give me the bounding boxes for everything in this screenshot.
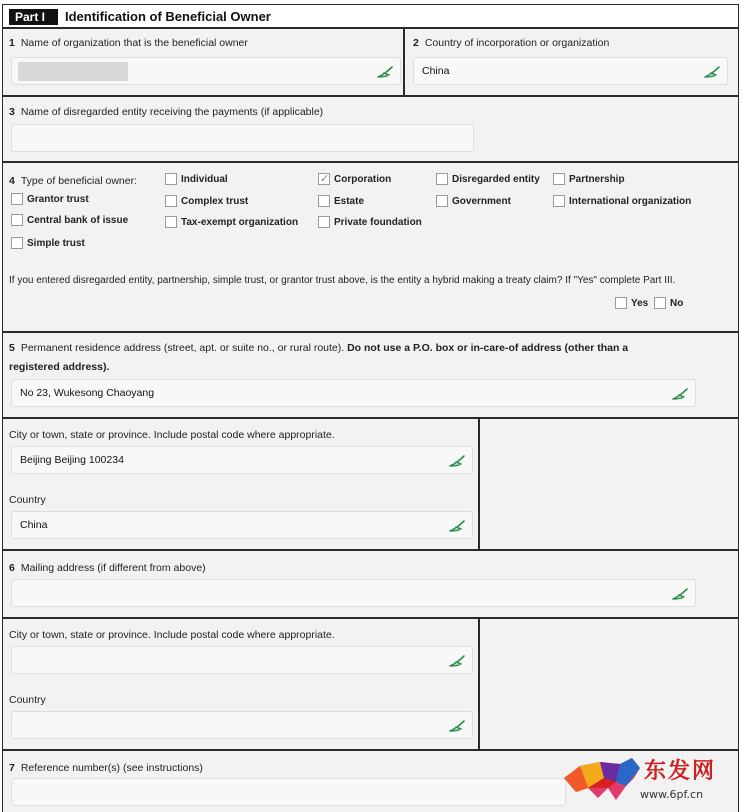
- part-title: Identification of Beneficial Owner: [65, 9, 271, 24]
- part-header: [3, 5, 738, 29]
- mailing-city-field[interactable]: [11, 646, 473, 674]
- country-incorporation-field[interactable]: [413, 57, 728, 85]
- checkbox-simple-trust[interactable]: Simple trust: [11, 237, 85, 249]
- pen-signature-icon[interactable]: [448, 653, 466, 669]
- line4-label: 4 Type of beneficial owner:: [9, 175, 137, 187]
- section-line-6-city: [3, 619, 738, 751]
- checkbox-complex-trust[interactable]: Complex trust: [165, 195, 248, 207]
- checkbox-tax-exempt[interactable]: Tax-exempt organization: [165, 216, 298, 228]
- watermark-text: 东发网: [644, 758, 717, 784]
- country-incorporation-value: China: [422, 65, 450, 77]
- permanent-address-field[interactable]: [11, 379, 696, 407]
- pen-signature-icon[interactable]: [671, 386, 689, 402]
- checkbox-international-organization[interactable]: International organization: [553, 195, 691, 207]
- checkbox-private-foundation[interactable]: Private foundation: [318, 216, 422, 228]
- divider: [403, 29, 405, 97]
- checkbox-grantor-trust[interactable]: Grantor trust: [11, 193, 89, 205]
- watermark-url: www.6pf.cn: [640, 788, 704, 801]
- mailing-country-field[interactable]: [11, 711, 473, 739]
- mailing-country-label: Country: [9, 694, 46, 706]
- reference-number-field[interactable]: [11, 778, 566, 806]
- divider: [478, 419, 480, 551]
- section-line-4: [3, 163, 738, 333]
- line2-label: 2 Country of incorporation or organization: [413, 37, 610, 49]
- mailing-address-field[interactable]: [11, 579, 696, 607]
- organization-name-field[interactable]: [11, 57, 401, 85]
- line5-label: 5 Permanent residence address (street, apt. or suite no., or rural route). Do not use a P.O. box or in-care-of address (other than a: [9, 342, 629, 354]
- checkbox-individual[interactable]: Individual: [165, 173, 228, 185]
- country-field[interactable]: [11, 511, 473, 539]
- line6-label: 6 Mailing address (if different from above): [9, 562, 206, 574]
- pen-signature-icon[interactable]: [703, 64, 721, 80]
- form-frame: [2, 4, 739, 812]
- mailing-city-label: City or town, state or province. Include postal code where appropriate.: [9, 629, 335, 641]
- checkbox-hybrid-yes[interactable]: Yes: [615, 297, 648, 309]
- section-line-5: [3, 333, 738, 419]
- permanent-address-value: No 23, Wukesong Chaoyang: [20, 387, 155, 399]
- section-line-5-city: [3, 419, 738, 551]
- pen-signature-icon[interactable]: [376, 64, 394, 80]
- section-line-6: [3, 551, 738, 619]
- section-line-1-2: [3, 29, 738, 97]
- checkbox-government[interactable]: Government: [436, 195, 511, 207]
- checkbox-corporation[interactable]: ✓ Corporation: [318, 173, 391, 185]
- city-label: City or town, state or province. Include postal code where appropriate.: [9, 429, 335, 441]
- checkbox-estate[interactable]: Estate: [318, 195, 364, 207]
- part-label: Part I: [9, 9, 58, 25]
- pen-signature-icon[interactable]: [448, 453, 466, 469]
- checkbox-central-bank[interactable]: Central bank of issue: [11, 214, 128, 226]
- checkbox-disregarded-entity[interactable]: Disregarded entity: [436, 173, 540, 185]
- disregarded-entity-field[interactable]: [11, 124, 474, 152]
- hybrid-question: If you entered disregarded entity, partnership, simple trust, or grantor trust above, is the entity a hybrid making a treaty claim? If "Yes" complete Part III.: [9, 275, 676, 286]
- pen-signature-icon[interactable]: [671, 586, 689, 602]
- section-line-3: [3, 97, 738, 163]
- line1-label: 1 Name of organization that is the beneficial owner: [9, 37, 248, 49]
- country-value: China: [20, 519, 48, 531]
- line7-label: 7 Reference number(s) (see instructions): [9, 762, 203, 774]
- pen-signature-icon[interactable]: [448, 718, 466, 734]
- city-field[interactable]: [11, 446, 473, 474]
- checkbox-hybrid-no[interactable]: No: [654, 297, 683, 309]
- line3-label: 3 Name of disregarded entity receiving the payments (if applicable): [9, 106, 324, 118]
- checkbox-partnership[interactable]: Partnership: [553, 173, 625, 185]
- country-label: Country: [9, 494, 46, 506]
- city-value: Beijing Beijing 100234: [20, 454, 124, 466]
- line5-label-cont: registered address).: [9, 361, 110, 373]
- redacted-value: [18, 62, 128, 81]
- pen-signature-icon[interactable]: [448, 518, 466, 534]
- divider: [478, 619, 480, 751]
